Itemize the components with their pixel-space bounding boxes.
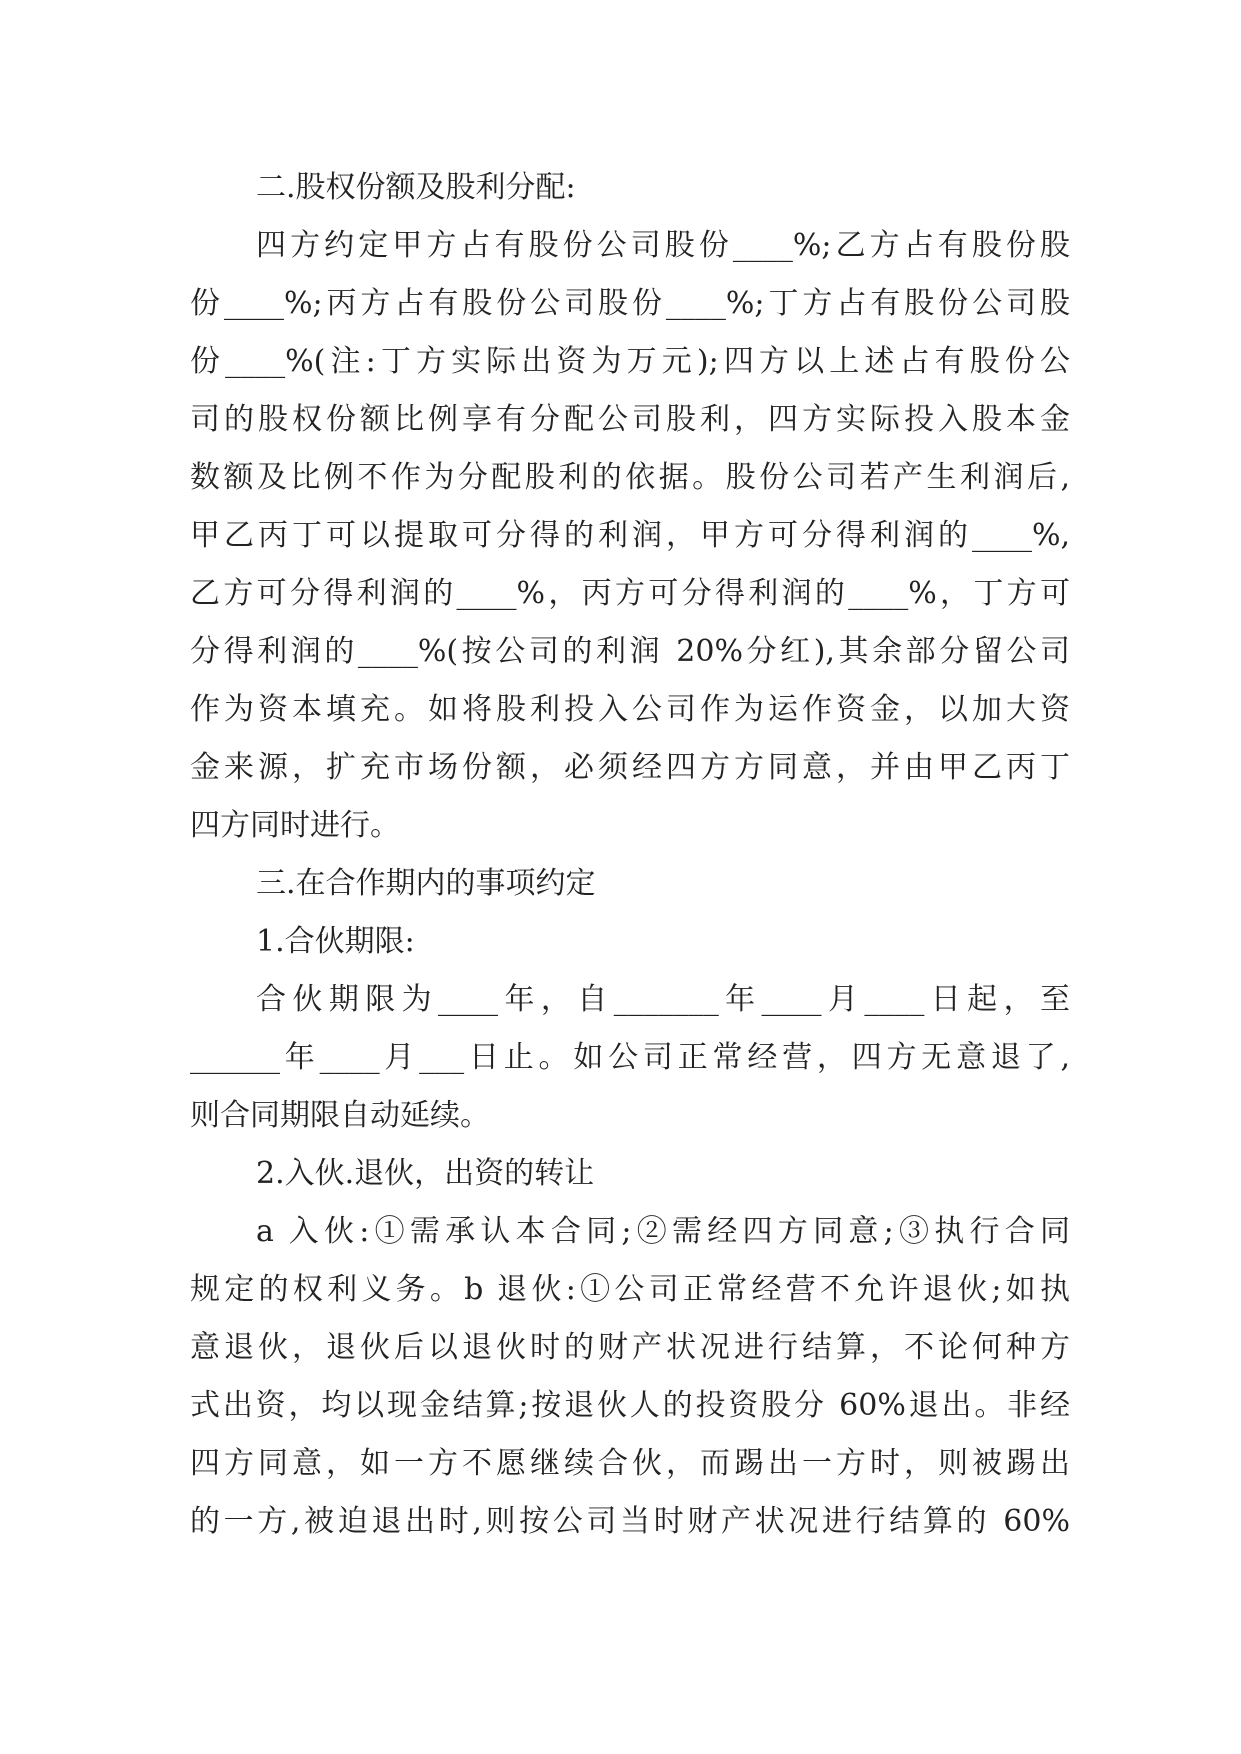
paragraph-line: 份____%(注:丁方实际出资为万元);四方以上述占有股份公 xyxy=(190,344,1070,379)
paragraph-line: 份____%;丙方占有股份公司股份____%;丁方占有股份公司股 xyxy=(190,286,1070,321)
paragraph-line: 金来源，扩充市场份额，必须经四方方同意，并由甲乙丙丁 xyxy=(190,750,1070,785)
paragraph-line: 合伙期限为____年，自_______年____月____日起，至 xyxy=(256,982,1070,1017)
paragraph-line: 乙方可分得利润的____%，丙方可分得利润的____%，丁方可 xyxy=(190,576,1070,611)
paragraph-line: 四方同时进行。 xyxy=(190,808,400,843)
paragraph-line: 作为资本填充。如将股利投入公司作为运作资金，以加大资 xyxy=(190,692,1070,727)
paragraph-line: 四方同意，如一方不愿继续合伙，而踢出一方时，则被踢出 xyxy=(190,1446,1070,1481)
paragraph-line: 数额及比例不作为分配股利的依据。股份公司若产生利润后, xyxy=(190,460,1070,495)
paragraph-line: 四方约定甲方占有股份公司股份____%;乙方占有股份股 xyxy=(256,228,1070,263)
subsection-heading-term: 1.合伙期限: xyxy=(256,924,415,959)
paragraph-line: a 入伙:①需承认本合同;②需经四方同意;③执行合同 xyxy=(256,1214,1070,1249)
paragraph-line: 的一方,被迫退出时,则按公司当时财产状况进行结算的 60% xyxy=(190,1504,1070,1539)
paragraph-line: 司的股权份额比例享有分配公司股利，四方实际投入股本金 xyxy=(190,402,1070,437)
section-heading-equity: 二.股权份额及股利分配: xyxy=(256,170,576,205)
subsection-heading-joining: 2.入伙.退伙，出资的转让 xyxy=(256,1156,595,1191)
paragraph-line: 则合同期限自动延续。 xyxy=(190,1098,490,1133)
paragraph-line: 规定的权利义务。b 退伙:①公司正常经营不允许退伙;如执 xyxy=(190,1272,1070,1307)
paragraph-line: 式出资，均以现金结算;按退伙人的投资股分 60%退出。非经 xyxy=(190,1388,1070,1423)
paragraph-line: 甲乙丙丁可以提取可分得的利润，甲方可分得利润的____%, xyxy=(190,518,1070,553)
paragraph-line: 分得利润的____%(按公司的利润 20%分红),其余部分留公司 xyxy=(190,634,1070,669)
section-heading-cooperation: 三.在合作期内的事项约定 xyxy=(256,866,596,901)
paragraph-line: 意退伙，退伙后以退伙时的财产状况进行结算，不论何种方 xyxy=(190,1330,1070,1365)
paragraph-line: ______年____月___日止。如公司正常经营，四方无意退了, xyxy=(190,1040,1070,1075)
